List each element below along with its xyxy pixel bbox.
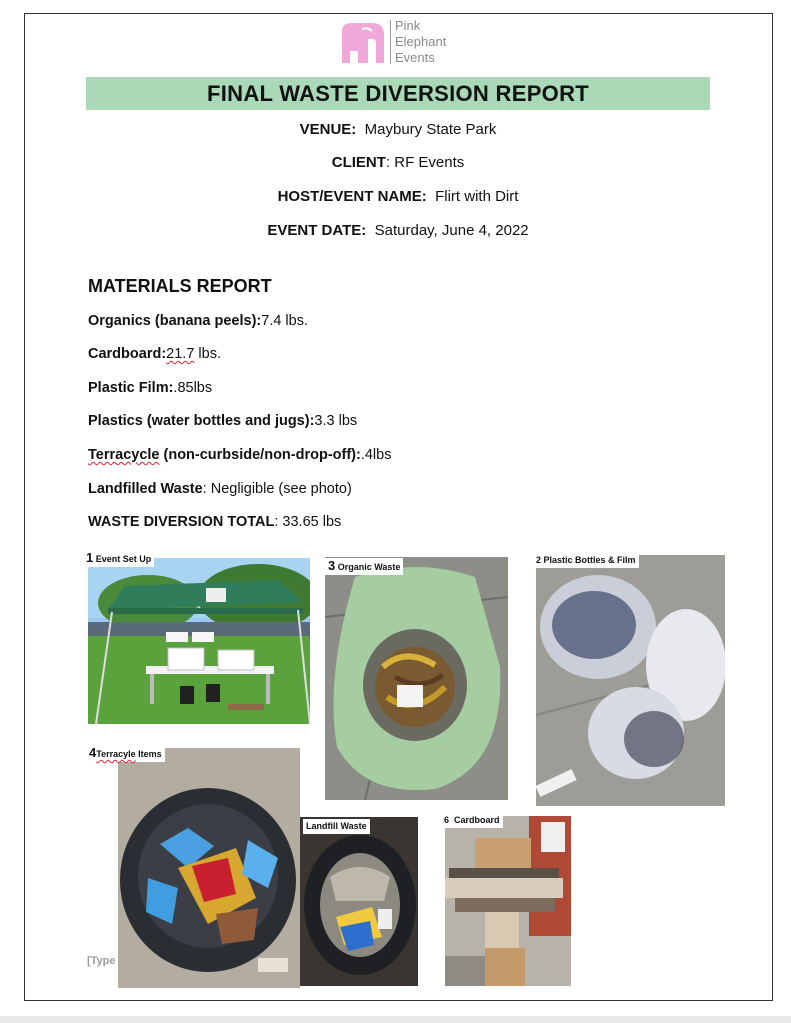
landfill-waste-caption-text: Landfill Waste (306, 821, 367, 831)
logo-text (395, 18, 446, 66)
client-label: CLIENT (331, 154, 386, 171)
event-date-line (86, 222, 710, 239)
cardboard-unit: lbs. (194, 346, 221, 362)
landfill-waste-image (300, 817, 418, 986)
logo-divider (390, 20, 391, 64)
logo-line-3: Events (395, 50, 435, 65)
host-line (86, 188, 710, 205)
cardboard-image (445, 816, 571, 986)
logo-line-2: Elephant (395, 34, 447, 49)
terracycle-caption-word: Terracyle (96, 749, 136, 759)
client-value: : RF Events (385, 154, 465, 171)
event-date-label: EVENT DATE: (267, 222, 367, 239)
cardboard-caption (441, 813, 503, 828)
venue-label: VENUE: (299, 121, 357, 138)
total-label: WASTE DIVERSION TOTAL (88, 514, 275, 530)
plastics-value: 3.3 lbs (314, 413, 358, 429)
total-line (88, 514, 341, 530)
organic-waste-caption (325, 558, 403, 575)
plastic-bottles-caption-text: Plastic Bottles & Film (543, 555, 636, 565)
venue-value: Maybury State Park (364, 121, 497, 138)
event-date-value: Saturday, June 4, 2022 (374, 222, 529, 239)
plastic-bottles-photo (536, 555, 725, 806)
landfilled-value: : Negligible (see photo) (202, 481, 352, 497)
terracycle-caption-rest: Items (135, 749, 162, 759)
plastic-film-line (88, 380, 212, 396)
event-setup-caption-text: Event Set Up (95, 554, 152, 564)
terracycle-caption (86, 745, 165, 762)
plastic-bottles-image (536, 555, 725, 806)
window-bottom-strip (0, 1016, 791, 1023)
landfilled-label: Landfilled Waste (88, 481, 203, 497)
pink-elephant-logo (338, 18, 458, 66)
plastics-label: Plastics (water bottles and jugs): (88, 413, 315, 429)
event-setup-caption (83, 550, 154, 567)
terracycle-line (88, 447, 391, 463)
logo-line-1: Pink (395, 18, 421, 33)
organic-waste-number: 3 (328, 558, 336, 573)
report-title: FINAL WASTE DIVERSION REPORT (206, 81, 590, 106)
event-setup-number: 1 (86, 550, 94, 565)
plastic-bottles-number: 2 (536, 555, 542, 565)
organics-line (88, 313, 308, 329)
client-line (86, 154, 710, 171)
cardboard-caption-text: Cardboard (454, 815, 500, 825)
organics-label: Organics (banana peels): (88, 313, 262, 329)
plastic-film-label: Plastic Film: (88, 380, 174, 396)
event-setup-image (88, 558, 310, 724)
cardboard-line (88, 346, 221, 362)
landfilled-line (88, 481, 352, 497)
host-value: Flirt with Dirt (435, 188, 519, 205)
total-value: : 33.65 lbs (274, 514, 342, 530)
cardboard-number: 6 (444, 815, 450, 825)
landfill-waste-photo (300, 817, 418, 986)
venue-line (86, 121, 710, 138)
terracycle-number: 4 (89, 745, 97, 760)
organics-value: 7.4 lbs. (261, 313, 308, 329)
cardboard-label: Cardboard: (88, 346, 167, 362)
event-setup-photo (88, 558, 310, 724)
terracycle-label-word: Terracycle (88, 447, 160, 463)
terracycle-photo (118, 748, 300, 988)
host-label: HOST/EVENT NAME: (277, 188, 427, 205)
organic-waste-caption-text: Organic Waste (337, 562, 401, 572)
terracycle-value: .4lbs (360, 447, 392, 463)
landfill-waste-caption (303, 819, 370, 834)
cardboard-photo (445, 816, 571, 986)
organic-waste-image (325, 557, 508, 800)
plastics-line (88, 413, 357, 429)
terracycle-image (118, 748, 300, 988)
organic-waste-photo (325, 557, 508, 800)
materials-heading: MATERIALS REPORT (88, 276, 272, 296)
plastic-bottles-caption (533, 553, 639, 568)
elephant-logo-icon (338, 21, 386, 65)
cardboard-value: 21.7 (166, 346, 195, 362)
terracycle-label-rest: (non-curbside/non-drop-off): (159, 447, 361, 463)
plastic-film-value: .85lbs (173, 380, 213, 396)
report-title-bar (86, 77, 710, 110)
type-placeholder-text[interactable]: [Type (87, 955, 116, 967)
